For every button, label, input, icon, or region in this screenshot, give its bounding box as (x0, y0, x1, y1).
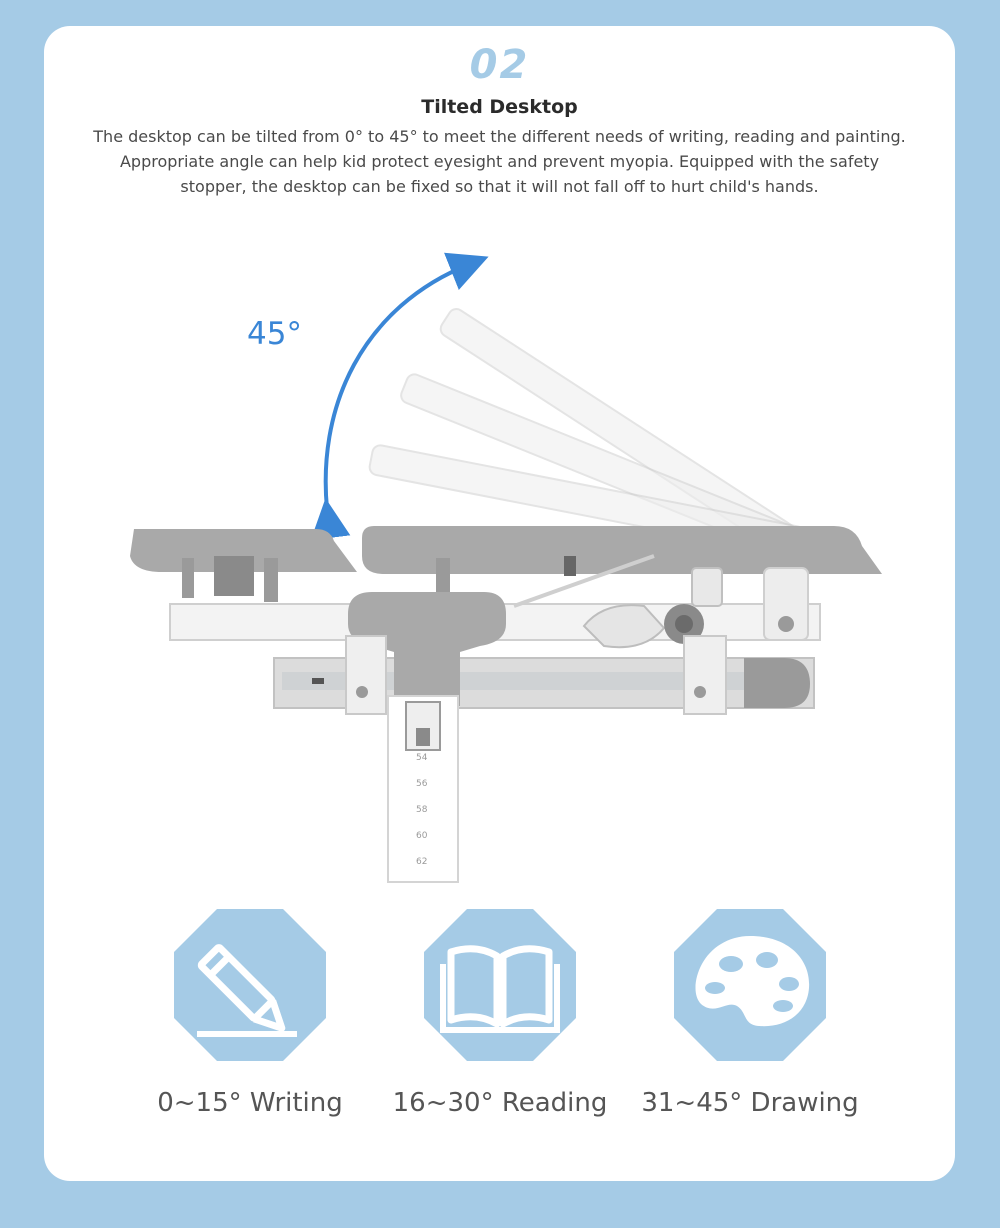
palette-icon (671, 906, 829, 1064)
fixed-side-board (130, 529, 357, 602)
height-leg (388, 696, 458, 882)
angle-label: 45° (247, 316, 302, 352)
description-line: The desktop can be tilted from 0° to 45° to meet the different needs of writing, reading and painting. (93, 127, 906, 146)
description (64, 124, 935, 199)
description-line: Appropriate angle can help kid protect eyesight and prevent myopia. Equipped with the safety (119, 152, 880, 171)
section-title: Tilted Desktop (421, 96, 578, 118)
book-icon (421, 906, 579, 1064)
tilt-modes (44, 906, 955, 1136)
scale-mark: 60 (416, 831, 428, 841)
mode-label: 16~30° Reading (392, 1088, 608, 1118)
mode-writing (130, 906, 370, 1118)
pencil-icon (171, 906, 329, 1064)
scale-mark: 56 (416, 779, 428, 789)
mode-label: 31~45° Drawing (641, 1088, 859, 1118)
description-line: stopper, the desktop can be fixed so that it will not fall off to hurt child's hands. (180, 177, 819, 196)
mode-reading (380, 906, 620, 1118)
mode-label: 0~15° Writing (157, 1088, 343, 1118)
scale-mark: 54 (416, 753, 428, 763)
content-card (44, 26, 955, 1181)
step-number: 02 (469, 42, 530, 88)
desk-illustration (44, 196, 955, 896)
mode-drawing (630, 906, 870, 1118)
scale-mark: 58 (416, 805, 428, 815)
scale-mark: 62 (416, 857, 428, 867)
